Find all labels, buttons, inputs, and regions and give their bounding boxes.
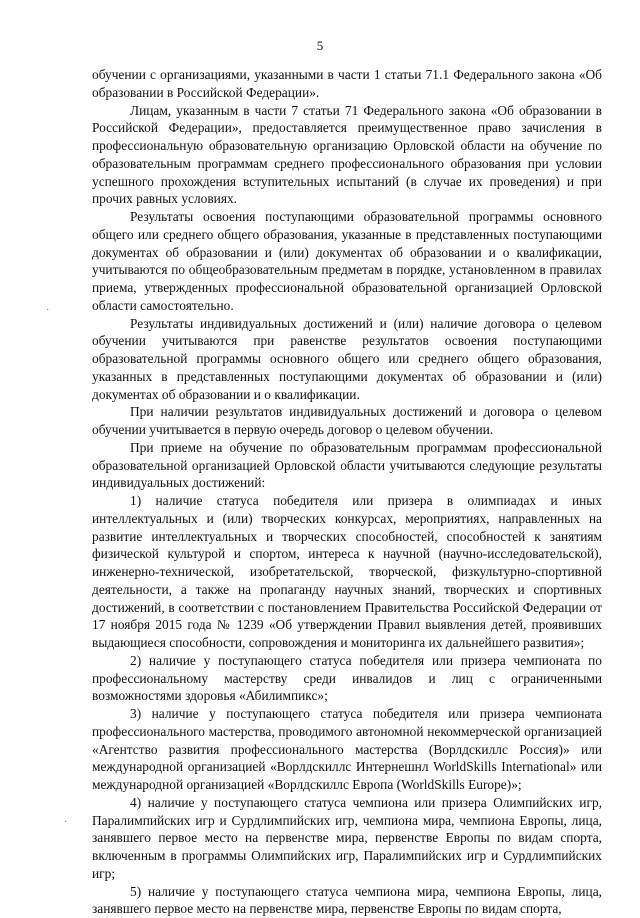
document-body bbox=[92, 66, 602, 918]
paragraph-achievements-intro: При приеме на обучение по образовательным программам профессиональной образовательной организацией Орловской области учитываются следующие результаты индивидуальных достижений: bbox=[92, 439, 602, 492]
scan-speck: · bbox=[46, 306, 49, 316]
list-item-1: 1) наличие статуса победителя или призера в олимпиадах и иных интеллектуальных и (или) творческих конкурсах, мероприятиях, направленных на развитие интеллектуальных и творческих способностей, способностей к занятиям физической культурой и спортом, интереса к научной (научно-исследовательской), инженерно-технической, изобретательской, творческой, физкультурно-спортивной деятельности, а также на пропаганду научных знаний, творческих и спортивных достижений, в соответствии с постановлением Правительства Российской Федерации от 17 ноября 2015 года № 1239 «Об утверждении Правил выявления детей, проявивших выдающиеся способности, сопровождения и мониторинга их дальнейшего развития»; bbox=[92, 492, 602, 652]
list-item-5: 5) наличие у поступающего статуса чемпиона мира, чемпиона Европы, лица, занявшего первое место на первенстве мира, первенстве Европы по видам спорта, bbox=[92, 883, 602, 918]
paragraph-priority-contract: При наличии результатов индивидуальных достижений и договора о целевом обучении учитывается в первую очередь договор о целевом обучении. bbox=[92, 403, 602, 439]
paragraph-individual-achievements: Результаты индивидуальных достижений и (или) наличие договора о целевом обучении учитываются при равенстве результатов освоения поступающими образовательной программы основного общего или среднего общего образования, указанных в представленных поступающими документах об образовании и (или) документах об образовании и о квалификации. bbox=[92, 315, 602, 404]
page-number: 5 bbox=[0, 38, 640, 53]
scan-speck: · bbox=[64, 818, 67, 828]
list-item-4: 4) наличие у поступающего статуса чемпиона или призера Олимпийских игр, Паралимпийских игр и Сурдлимпийских игр, чемпиона мира, чемпиона Европы, лица, занявшего первое место на первенстве мира, первенстве Европы по видам спорта, включенным в программы Олимпийских игр, Паралимпийских игр и Сурдлимпийских игр; bbox=[92, 794, 602, 883]
list-item-3: 3) наличие у поступающего статуса победителя или призера чемпионата профессионального мастерства, проводимого автономной некоммерческой организацией «Агентство развития профессионального мастерства (Ворлдскиллс Россия)» или международной организацией «Ворлдскиллс Интернешнл WorldSkills International» или международной организацией «Ворлдскиллс Европа (WorldSkills Europe)»; bbox=[92, 705, 602, 794]
paragraph-education-results: Результаты освоения поступающими образовательной программы основного общего или среднего общего образования, указанные в представленных поступающими документах об образовании и (или) документах об образовании и о квалификации, учитываются по общеобразовательным предметам в порядке, установленном в правилах приема, утвержденных профессиональной образовательной организацией Орловской области самостоятельно. bbox=[92, 208, 602, 315]
paragraph-preferential-right: Лицам, указанным в части 7 статьи 71 Федерального закона «Об образовании в Российской Федерации», предоставляется преимущественное право зачисления в профессиональную образовательную организацию Орловской области на обучение по образовательным программам среднего профессионального образования при условии успешного прохождения вступительных испытаний (в случае их проведения) и при прочих равных условиях. bbox=[92, 102, 602, 209]
list-item-2: 2) наличие у поступающего статуса победителя или призера чемпионата по профессиональному мастерству среди инвалидов и лиц с ограниченными возможностями здоровья «Абилимпикс»; bbox=[92, 652, 602, 705]
paragraph-continuation: обучении с организациями, указанными в части 1 статьи 71.1 Федерального закона «Об образовании в Российской Федерации». bbox=[92, 66, 602, 102]
